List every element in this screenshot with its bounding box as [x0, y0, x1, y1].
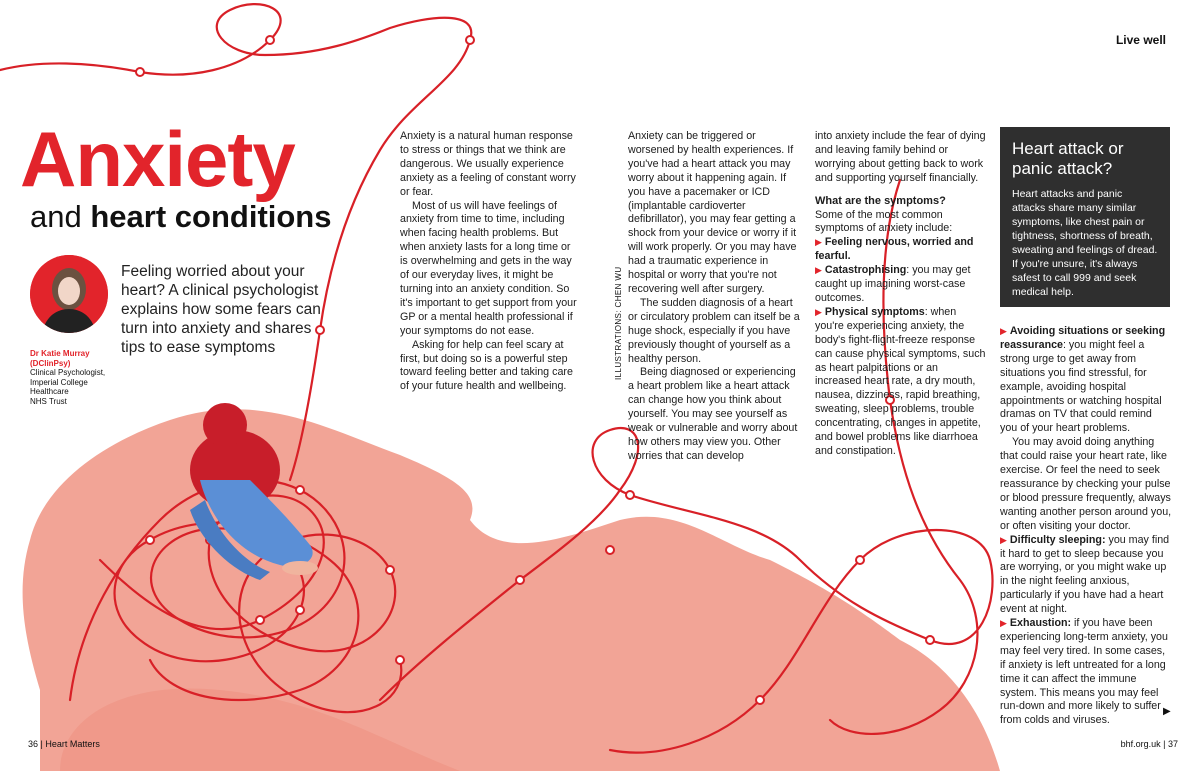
symptom-6-text: if you have been experiencing long-term anxiety, you may feel very tired. In some cases, if anxiety is left untreated for a long time it can affect the immune system. This means you may feel run-down and more likely to suffer from colds and viruses. [1000, 617, 1168, 727]
subtitle-pre: and [30, 199, 82, 234]
symptom-1: Feeling nervous, worried and fearful. [815, 236, 974, 263]
column-4 [1000, 325, 1172, 728]
author-line3: Healthcare [30, 387, 69, 396]
bullet-arrow-icon: ▶ [815, 265, 822, 276]
symptom-2-label: Catastrophising [824, 264, 907, 277]
col2-p1: Anxiety can be triggered or worsened by health experiences. If you've had a heart attack you may worry about it happening again. If you have a pacemaker or ICD (implantable cardioverter defibrillator), you may fear getting a shock from your device or worry if it will work properly. Or you may have had a traumatic experience in hospital or worry that you're not recovering well after surgery. [628, 130, 797, 295]
symptoms-heading: What are the symptoms? [815, 194, 946, 207]
column-2 [628, 130, 800, 464]
col1-p3: Asking for help can feel scary at first, but doing so is a powerful step toward feeling better and taking care of your future health and wellbeing. [400, 338, 573, 393]
subtitle-bold: heart conditions [90, 199, 332, 234]
standfirst: Feeling worried about your heart? A clinical psychologist explains how some fears can turn into anxiety and shares tips to ease symptoms [121, 263, 321, 356]
author-name: Dr Katie Murray (DClinPsy) [30, 349, 90, 368]
box-title: Heart attack or panic attack? [1012, 139, 1124, 178]
column-1 [400, 130, 578, 394]
col1-p1: Anxiety is a natural human response to stress or things that we think are dangerous. We usually experience anxiety as a feeling of constant worry or fear. [400, 130, 576, 198]
box-body: Heart attacks and panic attacks share many similar symptoms, like chest pain or tightness, shortness of breath, sweating and feelings of dread. If you're unsure, it's always safest to call 999 and seek medical help. [1012, 188, 1158, 298]
continue-arrow-icon: ▶ [1163, 706, 1171, 717]
bullet-arrow-icon: ▶ [815, 237, 822, 248]
bullet-arrow-icon: ▶ [815, 306, 822, 317]
col4-p2: You may avoid doing anything that could raise your heart rate, like exercise. Or feel the need to seek reassurance by checking your pulse or blood pressure frequently, always wanting another person around you, or often visiting your doctor. [1000, 436, 1172, 532]
col2-p3: Being diagnosed or experiencing a heart problem like a heart attack can change how you think about yourself. You may see yourself as weak or vulnerable and worry about how others may view you. Other worries that can develop [628, 366, 798, 462]
symptom-6-label: Exhaustion: [1009, 617, 1072, 630]
bullet-arrow-icon: ▶ [1000, 534, 1007, 545]
illustration-credit: ILLUSTRATIONS: CHEN WU [614, 266, 623, 380]
bullet-arrow-icon: ▶ [1000, 326, 1007, 336]
symptom-5-label: Difficulty sleeping: [1009, 533, 1106, 546]
panic-attack-box [1000, 127, 1170, 307]
symptom-4-label: Avoiding situations or seeking reassurance [1000, 325, 1166, 351]
col1-p2: Most of us will have feelings of anxiety from time to time, including when facing health problems. But when anxiety lasts for a long time or is overwhelming and gets in the way of our everyday lives, it might be turning into an anxiety condition. So it's important to get support from your GP or a mental health professional if your symptoms do not ease. [400, 199, 577, 337]
symptom-5-text: you may find it hard to get to sleep because you are worrying, or you might wake up in the night feeling anxious, particularly if you have had a heart event at night. [1000, 533, 1170, 616]
symptom-3-label: Physical symptoms [824, 305, 925, 318]
symptom-2-text: : you may get caught up imagining worst-case outcomes. [815, 264, 971, 304]
section-label: Live well [1115, 33, 1166, 47]
page-subtitle [30, 200, 332, 234]
bullet-arrow-icon: ▶ [1000, 618, 1007, 629]
footer-right: bhf.org.uk | 37 [1120, 739, 1178, 749]
author-avatar [30, 255, 108, 333]
author-line1: Clinical Psychologist, [30, 368, 106, 377]
author-line4: NHS Trust [30, 396, 67, 406]
column-3 [815, 130, 987, 459]
page-title: Anxiety [20, 115, 295, 203]
author-line2: Imperial College [30, 377, 88, 387]
author-credit [30, 349, 120, 406]
col3-lead: Some of the most common symptoms of anxiety include: [815, 208, 953, 235]
symptom-3-text: : when you're experiencing anxiety, the body's fight-flight-freeze response can cause physical symptoms, such as heart palpitations or an increased heart rate, a dry mouth, nausea, dizziness, rapid breathing, sweating, sleep problems, trouble concentrating, changes in appetite, and bowel problems like diarrhoea and constipation. [815, 305, 986, 457]
col2-p2: The sudden diagnosis of a heart or circulatory problem can itself be a huge shock, especially if you have previously thought of yourself as a healthy person. [628, 296, 800, 365]
col3-intro: into anxiety include the fear of dying and leaving family behind or worrying about getting back to work and supporting yourself financially. [815, 130, 986, 184]
symptom-4-text: : you might feel a strong urge to get away from situations you find stressful, for example, avoiding hospital appointments or watching hospital dramas on TV that could remind you of your heart problems. [1000, 338, 1162, 435]
footer-left: 36 | Heart Matters [28, 739, 100, 749]
